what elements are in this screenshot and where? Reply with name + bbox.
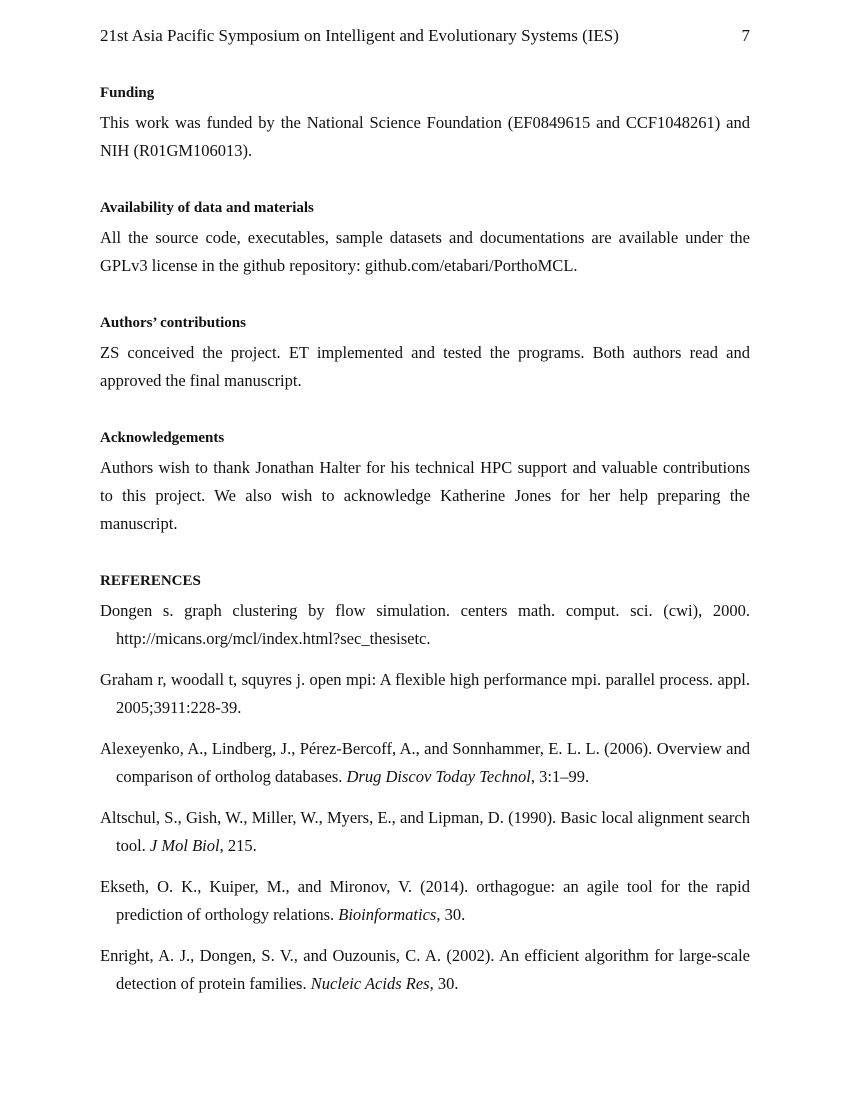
reference-details: , 3:1–99. — [530, 767, 590, 786]
reference-journal: Bioinformatics — [338, 905, 437, 924]
section-heading: Funding — [100, 85, 155, 101]
section-acknowledgements — [100, 429, 750, 538]
reference-item — [100, 873, 750, 929]
running-header — [100, 25, 750, 47]
reference-item — [100, 735, 750, 791]
reference-text: Alexeyenko, A., Lindberg, J., Pérez-Bercoff, A., and Sonnhammer, E. L. L. (2006). Overview and comparison of ortholog databases. — [100, 739, 750, 786]
section-text: ZS conceived the project. ET implemented and tested the programs. Both authors read and approved the final manuscript. — [100, 343, 750, 390]
section-heading: Authors’ contributions — [100, 315, 246, 331]
section-availability — [100, 199, 750, 280]
section-heading: Acknowledgements — [100, 430, 225, 446]
reference-journal: Nucleic Acids Res — [310, 974, 430, 993]
reference-item — [100, 666, 750, 722]
reference-journal: J Mol Biol — [149, 836, 220, 855]
page-content — [100, 84, 750, 1011]
running-header-title: 21st Asia Pacific Symposium on Intelligent and Evolutionary Systems (IES) — [100, 26, 619, 45]
reference-text: Graham r, woodall t, squyres j. open mpi: A flexible high performance mpi. parallel process. appl. 2005;3911:228-39. — [100, 670, 750, 717]
reference-text: Enright, A. J., Dongen, S. V., and Ouzounis, C. A. (2002). An efficient algorithm for large-scale detection of protein families. — [100, 946, 750, 993]
section-funding — [100, 84, 750, 165]
reference-text: Ekseth, O. K., Kuiper, M., and Mironov, V. (2014). orthagogue: an agile tool for the rapid prediction of orthology relations. — [100, 877, 750, 924]
reference-item — [100, 597, 750, 653]
reference-item — [100, 804, 750, 860]
reference-journal: Drug Discov Today Technol — [346, 767, 531, 786]
references-section — [100, 572, 750, 998]
reference-details: , 215. — [219, 836, 257, 855]
section-authors-contributions — [100, 314, 750, 395]
section-heading: Availability of data and materials — [100, 200, 314, 216]
references-heading: REFERENCES — [100, 573, 201, 589]
section-text: This work was funded by the National Science Foundation (EF0849615 and CCF1048261) and NIH (R01GM106013). — [100, 113, 750, 160]
reference-text: Altschul, S., Gish, W., Miller, W., Myers, E., and Lipman, D. (1990). Basic local alignment search tool. — [100, 808, 750, 855]
section-text: Authors wish to thank Jonathan Halter for his technical HPC support and valuable contributions to this project. We also wish to acknowledge Katherine Jones for her help preparing the manuscript. — [100, 458, 750, 533]
page-number: 7 — [741, 26, 750, 45]
reference-details: , 30. — [429, 974, 459, 993]
section-text: All the source code, executables, sample datasets and documentations are available under the GPLv3 license in the github repository: github.com/etabari/PorthoMCL. — [100, 228, 750, 275]
reference-text: Dongen s. graph clustering by flow simulation. centers math. comput. sci. (cwi), 2000. http://micans.org/mcl/index.html?sec_thesisetc. — [100, 601, 750, 648]
reference-item — [100, 942, 750, 998]
reference-details: , 30. — [436, 905, 466, 924]
